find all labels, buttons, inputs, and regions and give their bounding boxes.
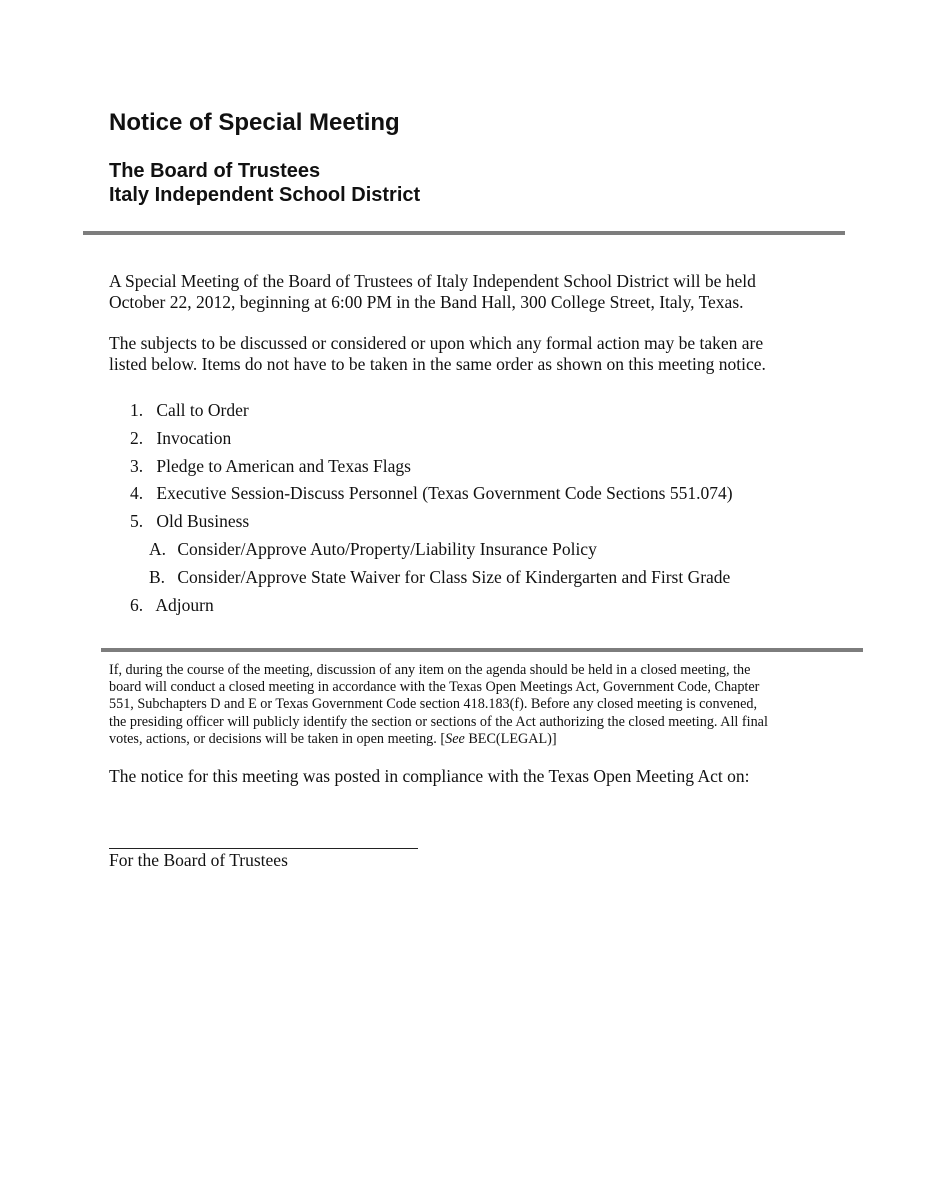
agenda-subitem [130,537,733,565]
agenda-item-number: 1. [130,400,144,420]
signature-label: For the Board of Trustees [109,850,288,870]
agenda-subitem-letter: A. [149,538,167,559]
board-heading-line1: The Board of Trustees [109,160,321,182]
footer-divider [101,648,863,652]
closed-meeting-line5 [109,731,557,747]
closed-meeting-line2: board will conduct a closed meeting in accordance with the Texas Open Meetings Act, Government Code, Chapter [109,679,760,696]
meeting-details-paragraph [109,271,809,313]
agenda-subitem-text: Consider/Approve State Waiver for Class Size of Kindergarten and First Grade [177,566,731,587]
closed-meeting-line1: If, during the course of the meeting, discussion of any item on the agenda should be held in a closed meeting, the [109,662,751,678]
agenda-item-number: 5. [130,511,144,532]
agenda-subitem-text: Consider/Approve Auto/Property/Liability Insurance Policy [177,538,597,559]
agenda-list [130,398,733,620]
agenda-item-text: Old Business [156,511,250,532]
page-title: Notice of Special Meeting [109,109,400,136]
agenda-item-number: 3. [130,455,144,476]
agenda-item-number: 2. [130,427,144,448]
agenda-item-text: Adjourn [155,594,214,615]
agenda-item [130,593,733,621]
board-heading-line2: Italy Independent School District [109,184,421,206]
agenda-item [130,398,733,426]
agenda-subitem [130,565,733,593]
subjects-line2: listed below. Items do not have to be taken in the same order as shown on this meeting notice. [109,354,766,374]
closed-meeting-notice [109,662,821,748]
closed-meeting-line5-post: BEC(LEGAL)] [464,730,557,747]
agenda-item-text: Pledge to American and Texas Flags [156,455,411,476]
posting-statement: The notice for this meeting was posted in compliance with the Texas Open Meeting Act on: [109,766,750,786]
subjects-line1: The subjects to be discussed or considered or upon which any formal action may be taken are [109,333,764,353]
closed-meeting-line5-pre: votes, actions, or decisions will be taken in open meeting. [ [109,730,446,747]
closed-meeting-line4: the presiding officer will publicly identify the section or sections of the Act authorizing the closed meeting. All final [109,713,768,730]
agenda-item [130,426,733,454]
agenda-item-number: 6. [130,594,144,615]
agenda-item-number: 4. [130,483,144,504]
see-reference: See [445,730,465,747]
board-heading [109,159,420,207]
subjects-paragraph [109,333,809,375]
agenda-item-text: Invocation [156,427,232,448]
agenda-subitem-letter: B. [149,566,166,587]
closed-meeting-line3: 551, Subchapters D and E or Texas Government Code section 418.183(f). Before any closed meeting is convened, [109,696,758,713]
agenda-item [130,481,733,509]
agenda-item-text: Executive Session-Discuss Personnel (Texas Government Code Sections 551.074) [156,483,733,504]
header-divider [83,231,845,235]
meeting-details-line2: October 22, 2012, beginning at 6:00 PM in the Band Hall, 300 College Street, Italy, Texas. [109,292,744,312]
meeting-details-line1: A Special Meeting of the Board of Trustees of Italy Independent School District will be held [109,271,756,291]
agenda-item-text: Call to Order [156,400,249,420]
agenda-item [130,509,733,537]
agenda-item [130,454,733,482]
